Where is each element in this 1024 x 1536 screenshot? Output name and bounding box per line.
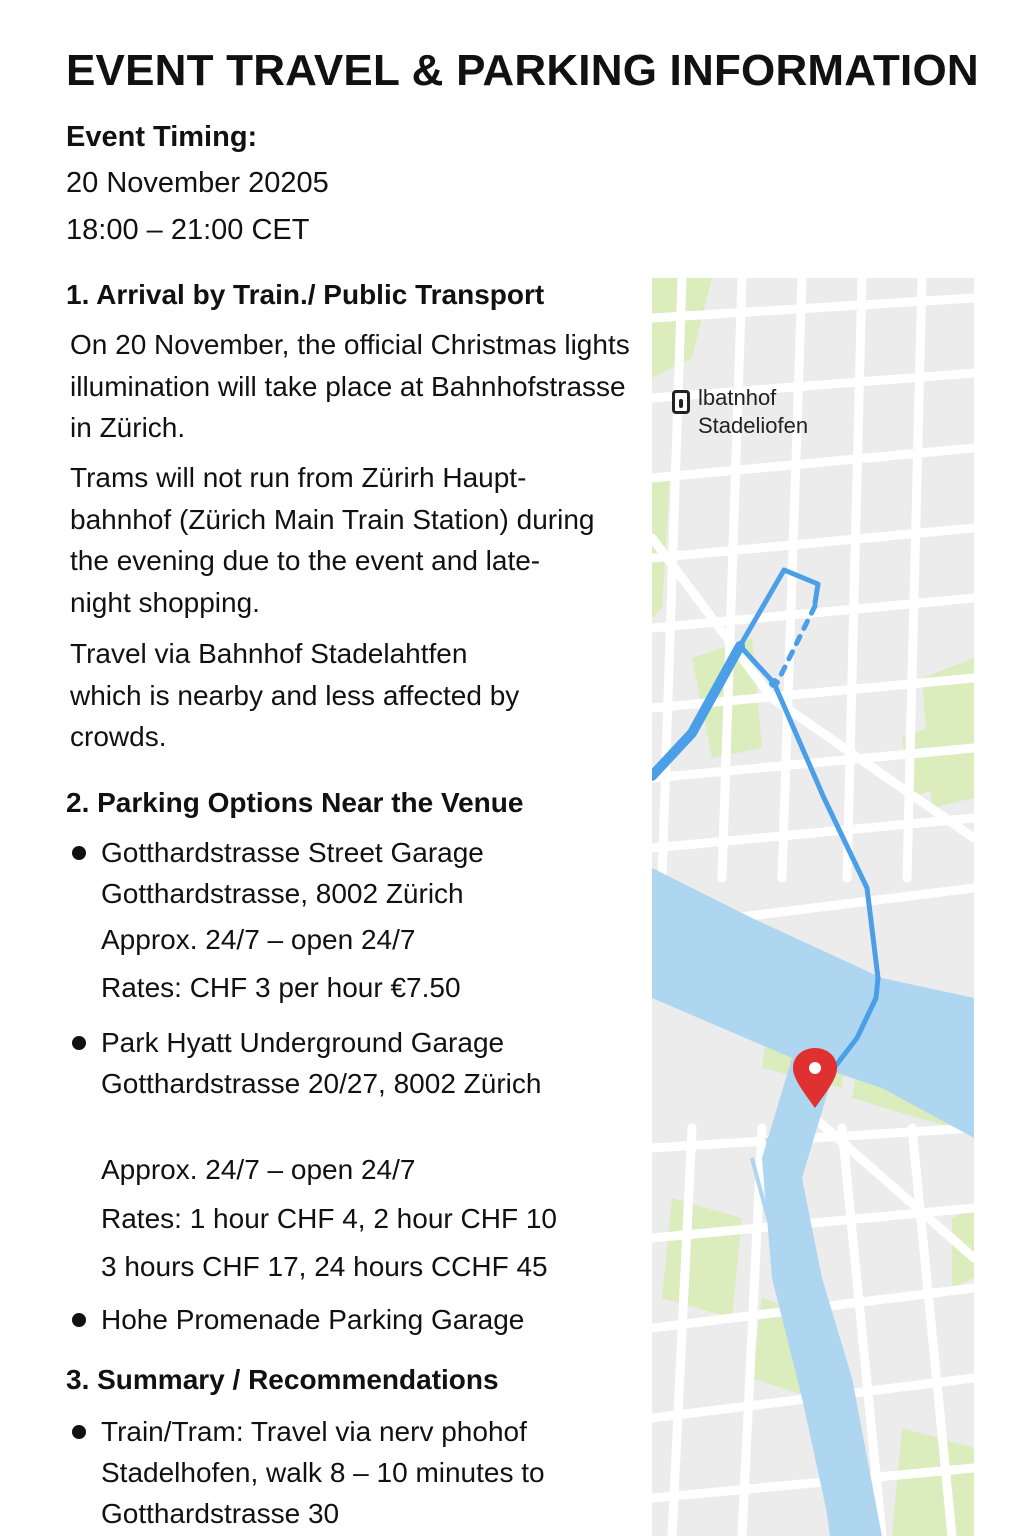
section-heading-summary: 3. Summary / Recommendations — [66, 1364, 499, 1395]
garage-1-rates: Rates: CHF 3 per hour €7.50 — [101, 972, 461, 1003]
section-heading-parking: 2. Parking Options Near the Venue — [66, 787, 524, 818]
garage-1-name: Gotthardstrasse Street Garage Gotthardstrasse, 8002 Zürich — [101, 837, 484, 909]
event-timing-label: Event Timing: — [66, 121, 258, 153]
station-label[interactable] — [698, 384, 808, 440]
garage-2-rates-extended: 3 hours CHF 17, 24 hours CCHF 45 — [101, 1251, 548, 1282]
station-label-line-1: lbatnhof — [698, 385, 777, 410]
page-title: EVENT TRAVEL & PARKING INFORMATION — [66, 46, 979, 95]
section-heading-arrival: 1. Arrival by Train./ Public Transport — [66, 279, 545, 310]
bullet-icon — [72, 1313, 86, 1327]
arrival-paragraph-3: Travel via Bahnhof Stadelahtfen which is nearby and less affected by crowds. — [70, 638, 520, 752]
event-date: 20 November 20205 — [66, 167, 329, 199]
map-canvas — [652, 278, 974, 1536]
station-label-line-2: Stadeliofen — [698, 413, 809, 438]
garage-1-hours: Approx. 24/7 – open 24/7 — [101, 924, 416, 955]
arrival-paragraph-1: On 20 November, the official Christmas lights illumination will take place at Bahnhofstrasse in Zürich. — [70, 329, 630, 443]
bullet-icon — [72, 1036, 86, 1050]
summary-item-1: Train/Tram: Travel via nerv phohof Stadelhofen, walk 8 – 10 minutes to Gotthardstrasse 30 — [101, 1416, 545, 1529]
bullet-icon — [72, 1425, 86, 1439]
garage-2-hours: Approx. 24/7 – open 24/7 — [101, 1154, 416, 1185]
event-time: 18:00 – 21:00 CET — [66, 214, 310, 246]
garage-3-name: Hohe Promenade Parking Garage — [101, 1304, 525, 1335]
route-map[interactable] — [652, 278, 974, 1536]
garage-2-name: Park Hyatt Underground Garage Gotthardstrasse 20/27, 8002 Zürich — [101, 1027, 542, 1099]
route-junction — [769, 678, 779, 688]
arrival-paragraph-2: Trams will not run from Zürirh Haupt- bahnhof (Zürich Main Train Station) during the evening due to the event and late-night shopping. — [70, 462, 595, 618]
bullet-icon — [72, 846, 86, 860]
train-station-icon — [672, 390, 690, 414]
garage-2-rates: Rates: 1 hour CHF 4, 2 hour CHF 10 — [101, 1203, 557, 1234]
